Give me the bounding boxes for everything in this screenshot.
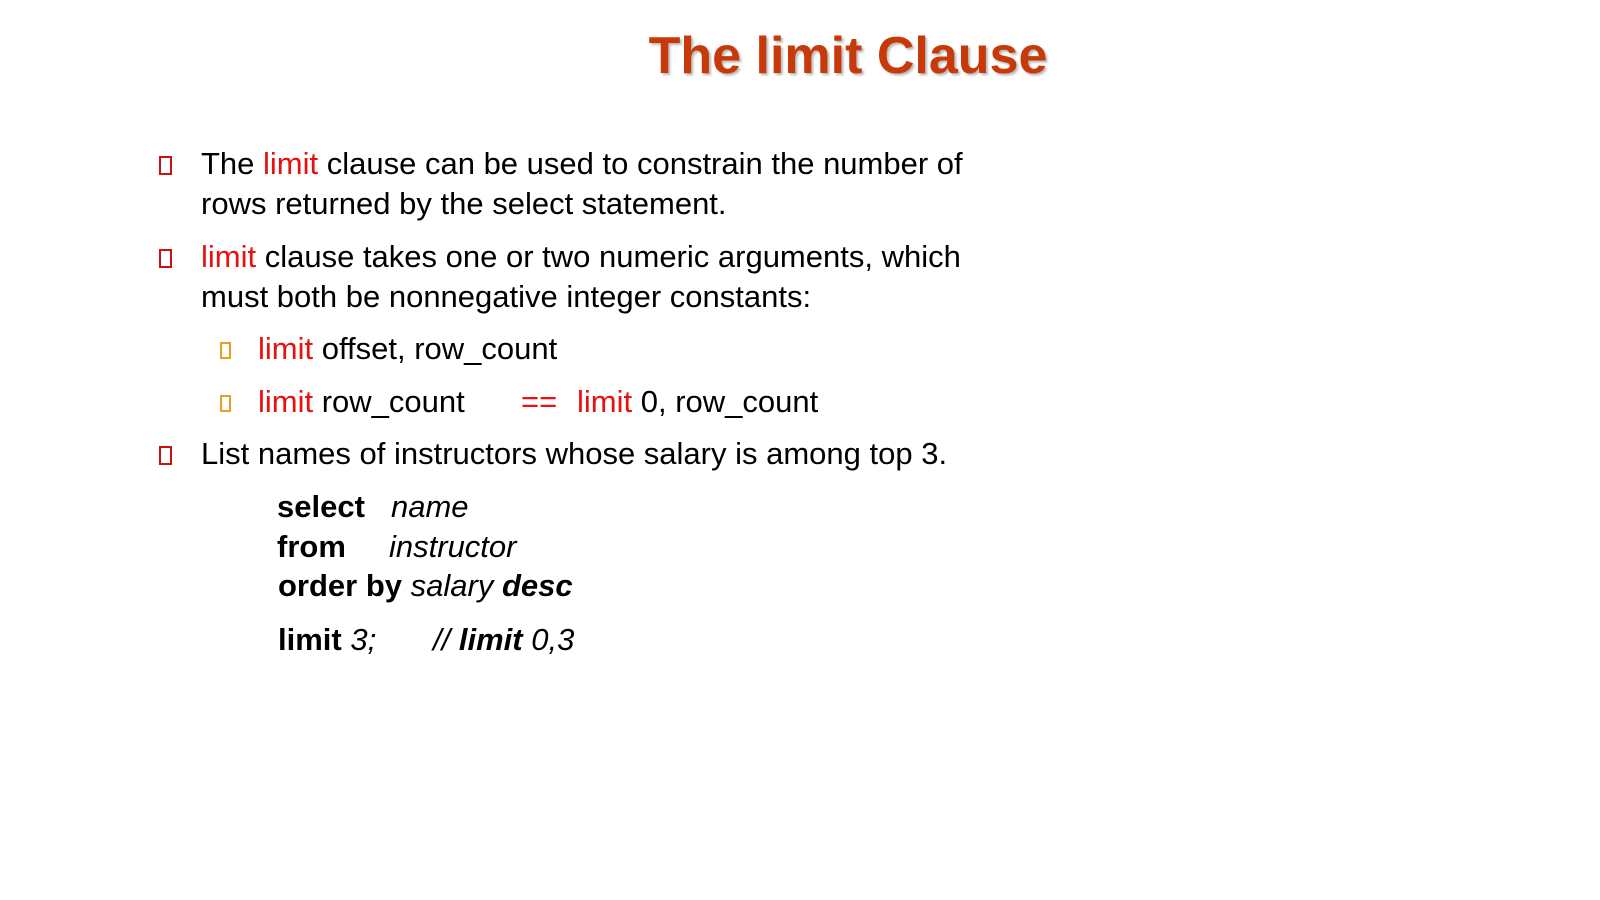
sql-select-value [391, 487, 469, 527]
sql-value: 0,3 [531, 622, 575, 657]
sql-select-line [277, 487, 365, 527]
comment-marker: // [433, 622, 451, 657]
keyword-highlight: limit [201, 239, 257, 274]
text-segment: clause can be used to constrain the number of [318, 146, 963, 181]
equivalent-form [577, 382, 818, 422]
sql-keyword: limit [458, 622, 523, 657]
text-segment: clause takes one or two numeric arguments, which [256, 239, 961, 274]
slide-title: The limit Clause [648, 27, 1048, 85]
sql-value: 3; [350, 622, 377, 657]
bullet-text [201, 144, 963, 224]
sql-identifier: salary [410, 568, 494, 603]
bullet-line [201, 237, 961, 277]
keyword-highlight: limit [263, 146, 319, 181]
bullet-text [258, 329, 557, 369]
square-bullet-icon [159, 446, 172, 465]
sql-keyword: select [277, 489, 365, 524]
sql-from-line [277, 527, 346, 567]
sql-limit-line [278, 620, 376, 660]
sql-from-value [389, 527, 516, 567]
equals-operator: == [521, 384, 558, 419]
keyword-highlight: limit [258, 384, 314, 419]
bullet-line [201, 144, 963, 184]
sql-identifier: name [391, 489, 469, 524]
square-bullet-icon [220, 342, 231, 359]
equivalence-text [521, 382, 557, 422]
text-segment: The [201, 146, 264, 181]
sql-keyword: order by [278, 568, 403, 603]
text-segment: row_count [313, 384, 465, 419]
bullet-text: List names of instructors whose salary is among top 3. [201, 436, 948, 471]
keyword-highlight: limit [577, 384, 633, 419]
sql-keyword: from [277, 529, 346, 564]
text-segment: 0, row_count [632, 384, 819, 419]
square-bullet-icon [159, 156, 172, 175]
bullet-line: must both be nonnegative integer constants: [201, 279, 812, 314]
square-bullet-icon [220, 395, 231, 412]
bullet-line: rows returned by the select statement. [201, 186, 727, 221]
keyword-highlight: limit [258, 331, 314, 366]
sql-identifier: instructor [389, 529, 517, 564]
square-bullet-icon [159, 249, 172, 268]
sql-order-line [278, 566, 573, 606]
sql-comment [433, 620, 574, 660]
text-segment: offset, row_count [313, 331, 558, 366]
bullet-text [258, 382, 465, 422]
sql-keyword: desc [501, 568, 573, 603]
sql-keyword: limit [278, 622, 342, 657]
bullet-text [201, 237, 961, 317]
